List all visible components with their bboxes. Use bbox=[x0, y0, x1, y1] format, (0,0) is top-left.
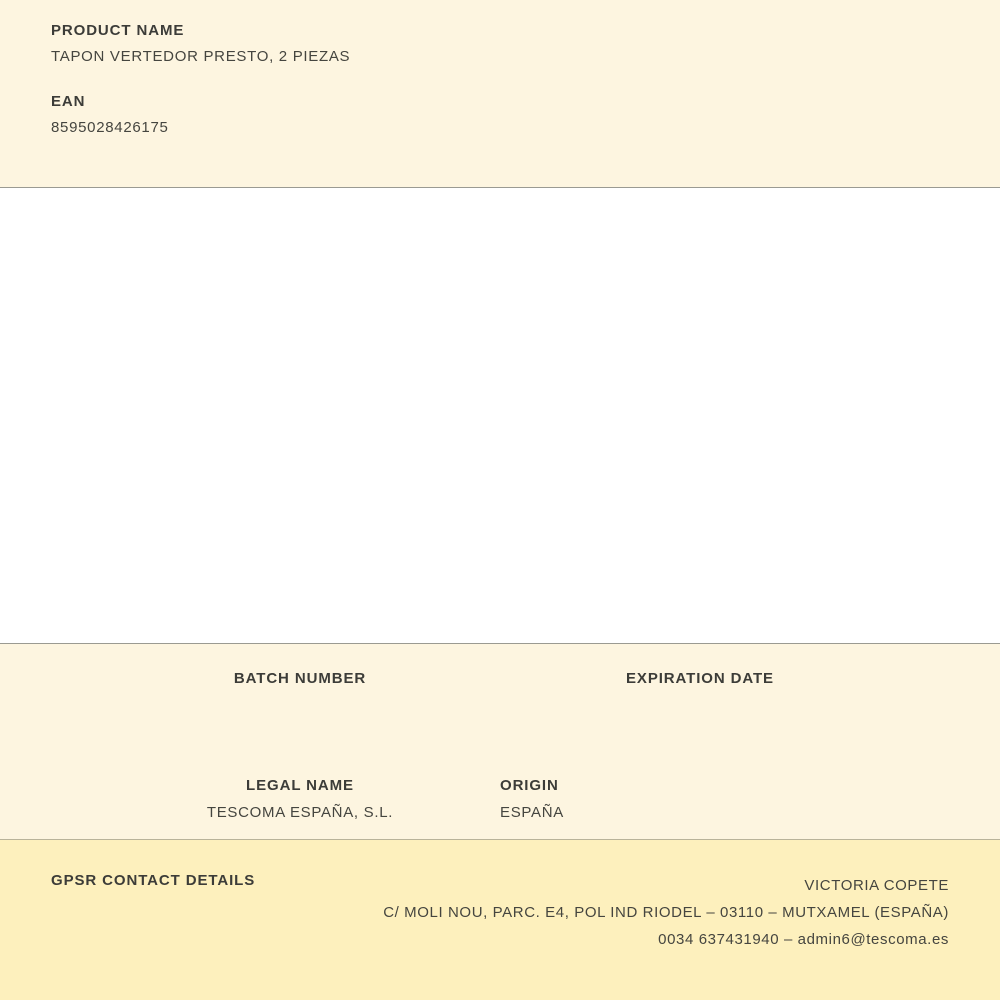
product-name-value: TAPON VERTEDOR PRESTO, 2 PIEZAS bbox=[51, 48, 351, 65]
ean-label: EAN bbox=[51, 93, 86, 110]
product-identification-section bbox=[0, 0, 1000, 188]
batch-number-value bbox=[100, 697, 500, 715]
expiration-date-value bbox=[500, 697, 900, 715]
product-name-field bbox=[0, 22, 1000, 65]
gpsr-contact-details bbox=[383, 872, 949, 953]
ean-value: 8595028426175 bbox=[51, 119, 169, 136]
expiration-date-label: EXPIRATION DATE bbox=[626, 670, 774, 687]
batch-legal-section bbox=[0, 644, 1000, 840]
batch-number-field bbox=[100, 670, 500, 715]
batch-number-label: BATCH NUMBER bbox=[233, 670, 367, 687]
origin-value: ESPAÑA bbox=[500, 804, 564, 821]
gpsr-contact-section bbox=[0, 840, 1000, 1000]
gpsr-contact-person: VICTORIA COPETE bbox=[804, 877, 949, 894]
gpsr-contact-phone-email: 0034 637431940 – admin6@tescoma.es bbox=[658, 931, 949, 948]
origin-label: ORIGIN bbox=[500, 777, 559, 794]
batch-expiration-row bbox=[0, 670, 1000, 715]
product-name-label: PRODUCT NAME bbox=[51, 22, 185, 39]
legal-name-label: LEGAL NAME bbox=[246, 777, 354, 794]
origin-field bbox=[500, 777, 900, 822]
legal-origin-row bbox=[0, 777, 1000, 822]
expiration-date-field bbox=[500, 670, 900, 715]
ean-field bbox=[0, 93, 1000, 136]
gpsr-contact-address: C/ MOLI NOU, PARC. E4, POL IND RIODEL – 03110 – MUTXAMEL (ESPAÑA) bbox=[383, 904, 949, 921]
legal-name-field bbox=[100, 777, 500, 822]
legal-name-value: TESCOMA ESPAÑA, S.L. bbox=[206, 804, 394, 821]
gpsr-contact-title: GPSR CONTACT DETAILS bbox=[51, 872, 256, 889]
product-image-area bbox=[0, 188, 1000, 644]
